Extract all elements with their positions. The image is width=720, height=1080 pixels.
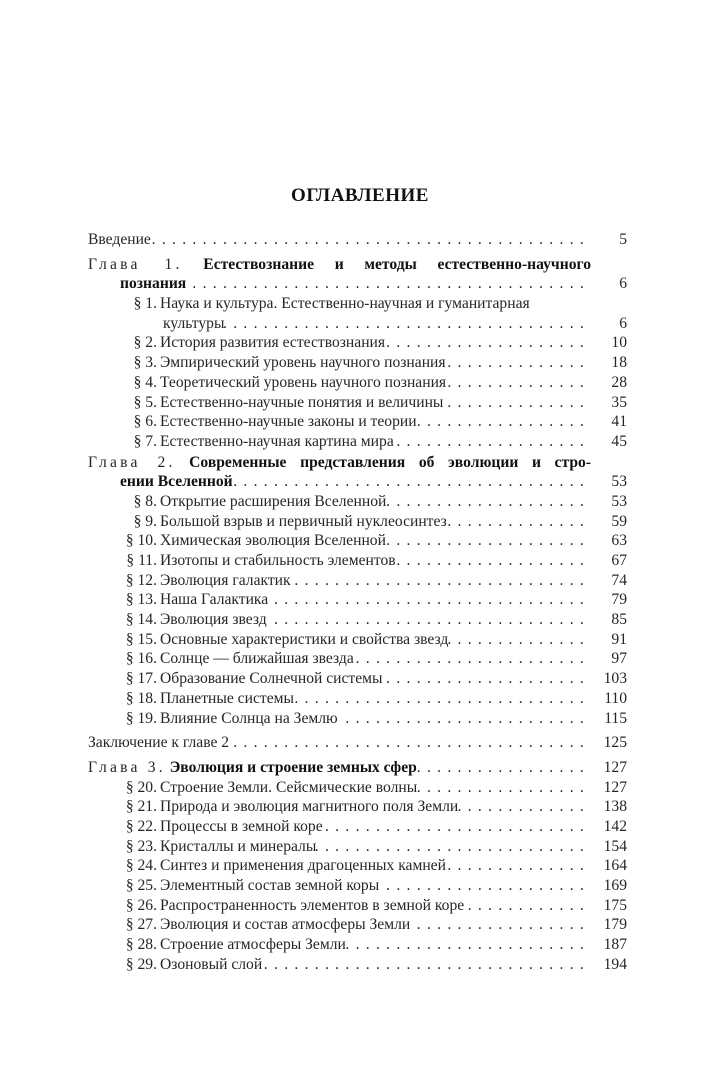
dot-leader [394,432,591,452]
toc-entry-text [88,551,591,571]
table-of-contents [88,230,627,974]
section-number: § 25. [125,877,157,894]
toc-entry-text [88,856,591,876]
page-number: 5 [619,231,627,248]
toc-entry-text [88,733,591,753]
section-title: Наука и культура. Естественно-научная и гуманитарная [160,295,530,313]
section-number: § 2. [133,334,157,352]
page-number: 79 [611,591,627,609]
toc-section-row[interactable] [88,571,627,591]
section-number: § 11. [126,552,157,569]
toc-entry-text [88,571,591,591]
section-title: Химическая эволюция Вселенной [160,532,386,550]
section-title: Солнце — ближайшая звезда [160,650,354,668]
dot-leader [448,630,591,650]
toc-entry-text [88,837,591,857]
section-number: § 9. [133,512,157,530]
toc-chapter-row [88,274,627,294]
page-number: 74 [611,571,627,589]
page-number: 127 [603,758,627,776]
toc-entry-text [88,274,591,294]
page-number: 6 [619,275,627,293]
page-number: 142 [603,817,627,835]
toc-entry-text [88,876,591,896]
page-number: 85 [611,611,627,629]
section-number: § 27. [125,916,157,934]
chapter-heading-line [88,255,591,275]
section-title: Строение атмосферы Земли [160,936,346,954]
section-title: Естественно-научные законы и теории [160,413,417,431]
toc-section-row[interactable] [88,412,627,432]
page-number: 187 [603,936,627,954]
dot-leader [386,531,591,551]
toc-section-row[interactable] [88,393,627,413]
page-number: 103 [603,670,627,688]
toc-entry-text [88,230,591,250]
toc-entry-text [88,778,591,798]
page-number: 6 [619,314,627,332]
dot-leader [267,610,591,630]
dot-leader [233,472,591,492]
toc-section-row[interactable] [88,630,627,650]
chapter-heading-line [88,453,591,473]
section-title: культуры [163,314,225,332]
page-number: 53 [611,473,627,491]
page-number: 41 [611,413,627,431]
toc-section-row[interactable] [88,837,627,857]
toc-entry-text [88,649,591,669]
section-title: Эмпирический уровень научного познания [160,354,446,372]
toc-chapter-row[interactable] [88,453,627,473]
dot-leader [338,709,591,729]
toc-section-row[interactable] [88,896,627,916]
dot-leader [294,689,591,709]
toc-entry-text [88,294,591,314]
entry-title: Заключение к главе 2 [88,734,230,752]
page-number: 45 [611,432,627,450]
section-number: § 17. [125,670,157,688]
toc-entry-text [88,915,591,935]
page-number: 110 [604,689,627,707]
toc-entry-text [88,935,591,955]
section-title: Кристаллы и минералы [160,837,317,855]
toc-entry-text [88,797,591,817]
indent [88,472,120,492]
dot-leader [417,412,591,432]
section-title: Планетные системы [160,689,294,707]
dot-leader [268,590,591,610]
section-title: Распространенность элементов в земной коре [160,896,465,914]
page-number [591,255,627,275]
page-number: 53 [611,492,627,510]
toc-section-row[interactable] [88,590,627,610]
page-number: 175 [603,896,627,914]
section-title: Эволюция звезд [160,611,267,629]
indent [88,274,120,294]
toc-entry-text [88,758,591,778]
section-title: Теоретический уровень научного познания [160,373,447,391]
toc-entry-text [88,373,591,393]
toc-entry-text [88,610,591,630]
toc-section-row[interactable] [88,531,627,551]
dot-leader [385,333,591,353]
section-number: § 21. [125,798,157,816]
section-title: Озоновый слой [160,955,263,973]
section-title: Естественно-научные понятия и величины [160,393,444,411]
toc-entry-text [88,412,591,432]
toc-entry-text [88,709,591,729]
page-number [591,453,627,473]
dot-leader [446,856,591,876]
page-number: 67 [611,552,627,569]
section-title: Элементный состав земной коры [160,877,380,894]
page-number: 194 [603,955,627,973]
section-number: § 20. [125,778,157,796]
section-number: § 29. [125,955,157,973]
section-title: Строение Земли. Сейсмические волны [160,778,418,796]
chapter-label: Глава 1. [88,255,183,273]
dot-leader [262,955,591,975]
toc-entry-text [88,896,591,916]
chapter-label: Глава 2. [88,453,176,471]
page-number: 59 [611,512,627,530]
toc-section-row[interactable] [88,353,627,373]
section-title: Влияние Солнца на Землю [160,709,338,727]
toc-section-row[interactable] [88,797,627,817]
dot-leader [354,649,591,669]
chapter-title: Современные представления об эволюции и стро- [189,453,591,471]
dot-leader [291,571,591,591]
toc-section-row[interactable] [88,915,627,935]
dot-leader [224,314,591,334]
dot-leader [417,778,591,798]
section-number: § 14. [125,611,157,629]
chapter-title-continued: познания [120,275,187,293]
section-title: Образование Солнечной системы [160,670,383,688]
toc-entry-text [88,817,591,837]
chapter-title: Естествознание и методы естественно-научного [203,255,591,273]
section-number: § 28. [125,936,157,954]
section-number: § 3. [133,354,157,372]
dot-leader [458,797,591,817]
section-title: Основные характеристики и свойства звезд [160,630,449,648]
section-number: § 5. [133,393,157,411]
section-title: Естественно-научная картина мира [160,432,394,450]
dot-leader [443,393,591,413]
toc-section-row[interactable] [88,649,627,669]
toc-entry-text [88,955,591,975]
section-title: История развития естествознания [160,334,386,352]
page-number [591,294,627,314]
section-number: § 16. [125,650,157,668]
section-number: § 6. [133,413,157,431]
toc-section-row[interactable] [88,689,627,709]
section-number: § 7. [133,432,157,450]
toc-entry-text [88,314,591,334]
dot-leader [229,733,591,753]
toc-section-row[interactable] [88,778,627,798]
page-number: 115 [604,709,627,727]
section-number: § 13. [125,591,157,609]
chapter-title-continued: ении Вселенной [120,473,233,491]
toc-section-row[interactable] [88,492,627,512]
section-number: § 19. [125,709,157,727]
toc-section-row[interactable] [88,669,627,689]
indent [88,314,163,334]
toc-simple-row[interactable] [88,230,627,250]
toc-section-row[interactable] [88,709,627,729]
page-number: 164 [603,857,627,875]
toc-chapter-row[interactable] [88,255,627,275]
section-number: § 18. [125,689,157,707]
page-number: 125 [603,734,627,752]
toc-entry-text [88,453,591,473]
page-number: 28 [611,373,627,391]
section-title: Наша Галактика [160,591,269,609]
toc-chapter-row[interactable] [88,758,627,778]
page-number: 97 [611,650,627,668]
page-number: 91 [611,630,627,648]
dot-leader [346,935,591,955]
page-number: 127 [603,778,627,796]
page-number: 138 [603,798,627,816]
dot-leader [323,817,591,837]
section-number: § 10. [125,532,157,550]
section-title: Эволюция галактик [160,571,291,589]
toc-entry-text [88,669,591,689]
page-number: 10 [611,334,627,352]
toc-section-row[interactable] [88,856,627,876]
section-title: Открытие расширения Вселенной [160,492,387,510]
toc-section-row[interactable] [88,876,627,896]
page-title: ОГЛАВЛЕНИЕ [291,185,429,206]
dot-leader [151,230,591,250]
section-number: § 23. [125,837,157,855]
dot-leader [316,837,591,857]
section-number: § 22. [125,817,157,835]
dot-leader [410,915,591,935]
section-number: § 24. [125,857,157,875]
toc-entry-text [88,630,591,650]
toc-entry-text [88,492,591,512]
section-number: § 26. [125,896,157,914]
section-title: Процессы в земной коре [160,817,323,835]
toc-entry-text [88,512,591,532]
toc-section-row [88,314,627,334]
page-number: 179 [603,916,627,934]
page-number: 63 [611,532,627,550]
toc-chapter-row [88,472,627,492]
toc-entry-text [88,393,591,413]
toc-entry-text [88,432,591,452]
toc-entry-text [88,353,591,373]
toc-section-row[interactable] [88,935,627,955]
entry-title: Введение [88,231,151,248]
section-title: Эволюция и состав атмосферы Земли [160,916,411,934]
dot-leader [379,876,591,896]
dot-leader [446,353,591,373]
toc-section-row[interactable] [88,955,627,975]
page-number: 154 [603,837,627,855]
dot-leader [446,373,591,393]
toc-section-row[interactable] [88,373,627,393]
section-number: § 1. [133,295,157,313]
section-number: § 4. [133,373,157,391]
page-number: 18 [611,354,627,372]
toc-entry-text [88,472,591,492]
dot-leader [186,274,591,294]
section-number: § 8. [133,492,157,510]
toc-entry-text [88,590,591,610]
section-title: Большой взрыв и первичный нуклеосинтез [160,512,447,530]
dot-leader [464,896,591,916]
toc-section-row[interactable] [88,551,627,571]
dot-leader [383,669,591,689]
chapter-label: Глава 3. [88,758,166,776]
toc-section-row[interactable] [88,512,627,532]
toc-entry-text [88,531,591,551]
page-number: 169 [603,877,627,894]
section-title: Природа и эволюция магнитного поля Земли [160,798,459,816]
dot-leader [447,512,591,532]
toc-entry-text [88,255,591,275]
section-title: Синтез и применения драгоценных камней [160,857,446,875]
dot-leader [386,492,591,512]
dot-leader [396,551,591,571]
section-number: § 12. [125,571,157,589]
toc-section-row[interactable] [88,294,627,314]
chapter-title: Эволюция и строение земных сфер [169,758,417,776]
toc-entry-text [88,333,591,353]
section-number: § 15. [125,630,157,648]
toc-section-row[interactable] [88,333,627,353]
section-title: Изотопы и стабильность элементов [160,552,396,569]
toc-section-row[interactable] [88,610,627,630]
dot-leader [417,758,591,778]
toc-entry-text [88,689,591,709]
page-number: 35 [611,393,627,411]
toc-section-row[interactable] [88,432,627,452]
toc-simple-row[interactable] [88,733,627,753]
toc-section-row[interactable] [88,817,627,837]
